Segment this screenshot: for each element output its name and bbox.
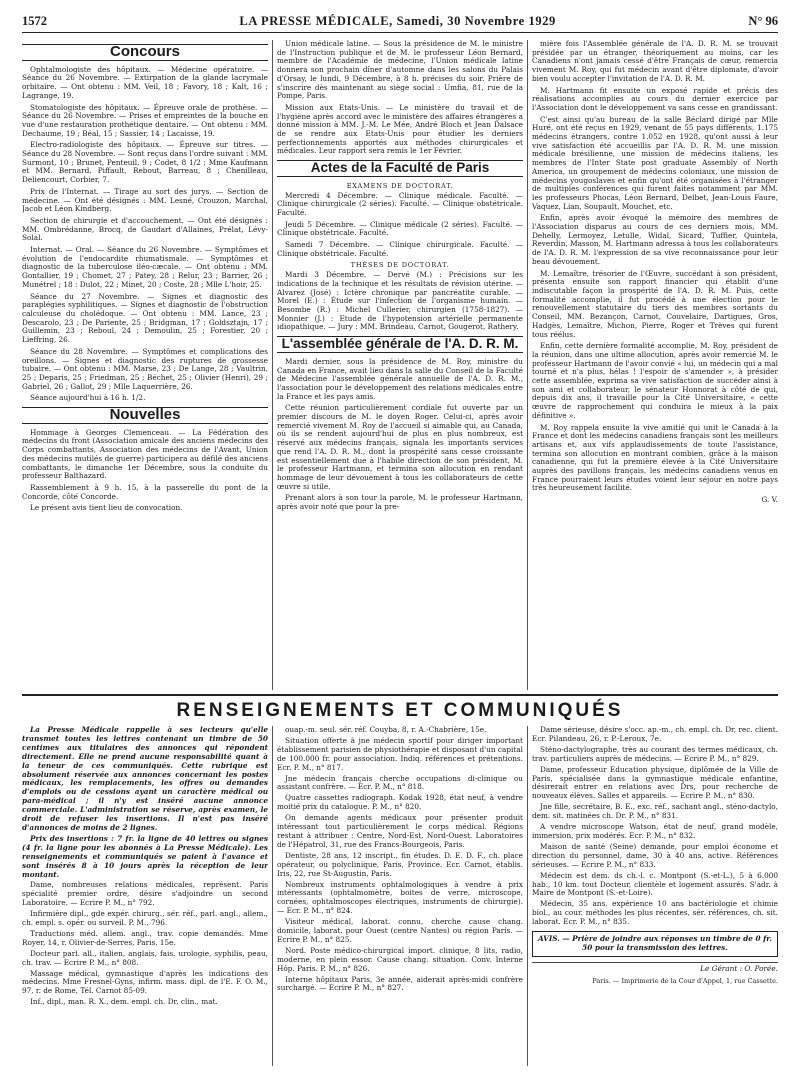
article-signature: G. V. — [761, 495, 778, 505]
classified-ad: Situation offerte à jne médecin sportif pour diriger important établissement parisien de physiothérapie et disposant d'un capital de 100.000 fr. pour association. Indiq. références et prétentions. Ecr. P. M., n° 817. — [277, 735, 523, 772]
adrm-paragraph: Prenant alors à son tour la parole, M. le professeur Hartmann, après avoir noté que pour la pre- — [277, 493, 523, 512]
these-item: Mardi 3 Décembre. — Dervé (M.) : Précisions sur les indications de la technique et les résultats de révision utérine. — Alvarez (José) : Ictère chronique par pancréatite curable. — Morel (E.) : Étude sur l'infection de l'organisme humain. — Besombe (R.) : Michel Cullerier, chirurgien (1758-1827). — Monnier (J.) : Etude de l'hypotension artérielle permanente idiopathique. — Jury : MM. Brindeau, Carnot, Gougerot, Rathery. — [277, 270, 523, 332]
newspaper-page — [22, 14, 778, 1072]
concours-paragraph: Ophtalmologiste des hôpitaux. — Médecine opératoire. — Séance du 26 Novembre. — Extirpation de la glande lacrymale orbitaire. — Ont obtenu : MM. Veil, 18 ; Favory, 18 ; Kalt, 16 ; Lagrange, 19. — [22, 64, 268, 100]
faculte-heading: Actes de la Faculté de Paris — [277, 160, 523, 177]
adrm-paragraph: C'est ainsi qu'au bureau de la salle Béclard dirigé par Mlle Huré, ont été reçus en 1929, venant de 55 pays différents, 1.175 médecins étrangers, contre 1.052 en 1928, qu'ont aussi à leur vive satisfaction été accueillis par l'A. D. R. M. une mission médicale brésilienne, une mission de médecins italiens, les membres de l'Inter State post graduate Assembly of North America, un groupement de médecins coloniaux, une mission de médecins yougoslaves et enfin qu'ont été organisées à l'étranger de multiples conférences qui furent faites notamment par MM. les professeurs Phocas, Léon Bernard, Delbet, Jean-Louis Faure, Vaquez, Lian, Soupault, Mouchet, etc. — [532, 114, 778, 211]
adrm-paragraph: M. Roy rappela ensuite la vive amitié qui unit le Canada à la France et dont les médecins canadiens français sont les meilleurs artisans et, aux vifs applaudissements de toute l'assistance, termina son allocution en montrant combien, grâce à la maison canadienne, qui fut la première élevée à la Cité Universitaire auprès des pavillons français, les médecins canadiens venus en France pourraient leurs études voient leur séjour en notre pays très heureusement facilité. — [532, 422, 778, 493]
adrm-paragraph: Enfin, après avoir évoqué la mémoire des membres de l'Association disparus au cours de ces derniers mois, MM. Dehelly, Lermoyez, Letulle, Widal, Sicard, Tuffier, Quinteła, Reverdin, Masson, M. Hartmann adressa à tous les collaborateurs de l'A. D. R. M. l'expression de sa vive reconnaissance pour leur beau dévouement. — [532, 213, 778, 266]
nouvelles-heading: Nouvelles — [22, 407, 268, 424]
announcements-column-3 — [532, 726, 778, 1066]
classified-ad: Visiteur médical, laborat. connu, cherche cause chang. domicile, laborat. pour Ouest (centre Nantes) ou région Paris. — Ecrire P. M., n° 825. — [277, 917, 523, 944]
classified-ad: Quatre cassettes radiograph. Kodak 1928, état neuf, à vendre moitié prix du catalogue. P. M., n° 820. — [277, 793, 523, 812]
news-paragraph: Mission aux Etats-Unis. — Le ministère du travail et de l'hygiène après accord avec le ministère des affaires étrangères a donné mission à MM. J.-M. Le Mée, André Bloch et Jean Dalsace de se rendre aux Etats-Unis pour étudier les derniers perfectionnements apportés aux méthodes chirurgicales et médicales. Leur rapport sera remis le 1er Février. — [277, 102, 523, 156]
classified-ad: Dame sérieuse, désire s'occ. ap.-m., ch. empl. ch. Dr, rec. client. Ecr. Pilandeau, 26, r. P.-Leroux, 7e. — [532, 726, 778, 743]
announcements — [22, 726, 778, 1066]
classified-ad: Massage médical, gymnastique d'après les indications des médecins. Mme Fresnel-Gyns, infirm. mass. dipl. de l'E. F. O. M., 97, r. de Rome, Tél. Carnot 85-09. — [22, 968, 268, 996]
classified-ad: On demande agents médicaux pour présenter produit intéressant tout particulièrement le corps médical. Régions restant à attribuer : Centre, Nord-Est, Nord-Ouest. Laboratoires de l'Hépatrol, 31, rue des Francs-Bourgeois, Paris. — [277, 813, 523, 849]
column-2 — [277, 40, 523, 690]
concours-heading: Concours — [22, 44, 268, 61]
concours-paragraph: Section de chirurgie et d'accouchement. — Ont été désignés : MM. Ombrédanne, Brocq, de Gaudart d'Allaines, Prélat, Lévy-Solal. — [22, 215, 268, 243]
column-divider — [272, 40, 273, 690]
masthead — [22, 14, 778, 33]
classified-ad: Interne hôpitaux Paris, 3e année, aiderait après-midi confrère surchargé. — Ecrire P. M., n° 827. — [277, 974, 523, 993]
classified-ad: Sténo-dactylographe, très au courant des termes médicaux, ch. trav. particuliers auprès de médecins. — Ecrire P. M., n° 829. — [532, 744, 778, 763]
adrm-paragraph: M. Lemaître, trésorier de l'Œuvre, succédant à son président, présenta ensuite son rapport financier qui établit d'une indiscutable façon la prospérité de l'A. D. R. M. Puis, cette formalité accomplie, il fut procédé à une élection pour le renouvellement statutaire du tiers des membres sortants du Conseil, MM. Bezançon, Carnot, Couvelaire, Dartigues, Gros, Hadgès, Lemaître, Michon, Pierre, Roger et Trèves qui furent tous réélus. — [532, 268, 778, 339]
renseignements-band — [22, 694, 778, 722]
printer-line: Paris. — Imprimerie de la Cour d'Appel, 1, rue Cassette. — [592, 976, 778, 985]
classified-ad: Jne médecin français cherche occupations di-clinique ou assistant confrère. — Ecr. P. M., n° 818. — [277, 773, 523, 792]
classified-ad: Dentiste, 28 ans, 12 inscript., fin études. D. E. D. F., ch. place opérateur, ou polyclinique, Paris, Province. Ecr. Carnot, établis. Iris, 22, rue St-Augustin, Paris. — [277, 850, 523, 878]
column-1 — [22, 40, 268, 690]
renseignements-heading: RENSEIGNEMENTS ET COMMUNIQUÉS — [176, 700, 624, 721]
column-divider — [527, 40, 528, 690]
page-number: 1572 — [22, 14, 47, 28]
classified-ad: A vendre microscope Watson, état de neuf, grand modèle, immersion, prix modérés. Ecr. P. M., n° 832. — [532, 822, 778, 840]
classified-ad: Traductions méd. allem. angl., trav. copie demandés. Mme Royer, 14, r. Olivier-de-Serres, Paris, 15e. — [22, 928, 268, 947]
classified-ad: Médecin, 35 ans, expérience 10 ans bactériologie et chimie biol., au cour. méthodes les plus récentes, sér. références, ch. sit. laborat. Ecr. P. M., n° 835. — [532, 899, 778, 927]
column-divider — [272, 726, 273, 1066]
classified-ad: Dame, nombreuses relations médicales, représent. Paris spécialité premier ordre, désire s'adjoindre un second Laboratoire. — Ecrire P. M., n° 792. — [22, 880, 268, 908]
insertion-prices: Prix des insertions : 7 fr. la ligne de 40 lettres ou signes (4 fr. la ligne pour les abonnés à La Presse Médicale). Les renseignements et communiqués se paient à l'avance et sont insérés 8 à 10 jours après la réception de leur montant. — [22, 833, 268, 879]
concours-paragraph: Electro-radiologiste des hôpitaux. — Épreuve sur titres. — Séance du 28 Novembre. — Sont reçus dans l'ordre suivant : MM. Surmont, 10 ; Brunet, Penteuil, 9 ; Codet, 8 1/2 ; Mme Kaufmann et MM. Bernard, Piffault, Rebout, Barreau, 8 ; Chenilleau, Deliencourt, Corbier, 7. — [22, 140, 268, 185]
classified-ad: Docteur parl. all., italien, anglais, fais. urologie, syphilis, peau, ch. trav. — Ecrire P. M., n° 808. — [22, 948, 268, 967]
classified-ad: Dame, professeur Education physique, diplômée de la Ville de Paris, spécialisée dans la gymnastique médicale enfantine, désirerait entrer en relations avec Drs, pour recherche de nouveaux élèves. Salles et appareils. — Ecrire P. M., n° 830. — [532, 764, 778, 801]
adrm-paragraph: Mardi dernier, sous la présidence de M. Roy, ministre du Canada en France, avait lieu dans la salle du Conseil de la Faculté de Médecine l'assemblée générale annuelle de l'A. D. R. M., l'association pour le développement des relations médicales entre la France et les pays amis. — [277, 356, 523, 401]
adrm-heading: L'assemblée générale de l'A. D. R. M. — [277, 336, 523, 353]
column-3 — [532, 40, 778, 690]
nouvelles-paragraph: Rassemblement à 9 h. 15, à la passerelle du pont de la Concorde, côté Concorde. — [22, 482, 268, 501]
concours-paragraph: Internat. — Oral. — Séance du 26 Novembre. — Symptômes et évolution de l'endocardite rhumatismale. — Symptômes et diagnostic de la tuberculose iléo-cæcale. — Ont obtenu : MM. Gontallier, 19 ; Chomet, 27 ; Patey, 28 ; Relur, 23 ; Barrier, 26 ; Munétrel ; 18 : Dulot, 22 ; Minet, 20 ; Coste, 28 ; Mlle L'hoir, 25. — [22, 245, 268, 289]
issue-number: N° 96 — [748, 14, 778, 28]
theses-subheading: THÈSES DE DOCTORAT. — [350, 261, 450, 270]
examen-item: Mercredi 4 Décembre. — Clinique médicale. Faculté. — Clinique chirurgicale (2 séries). Faculté. — Clinique obstétricale. Faculté. — [277, 190, 523, 217]
concours-paragraph: Stomatologiste des hôpitaux. — Épreuve orale de prothèse. — Séance du 26 Novembre. — Prises et empreintes de la bouche en vue d'une restauration prothétique dentaire. — Ont obtenu : MM. Dechaume, 19 ; Béal, 15 ; Sassier, 14 ; Lacaisse, 19. — [22, 102, 268, 138]
top-columns — [22, 40, 778, 690]
nouvelles-paragraph: Hommage à Georges Clemenceau. — La Fédération des médecins du front (Association amicale des anciens médecins des Corps combattants, Association des médecins de l'Avant, Union des médecins mutilés de guerre) participera au défilé des anciens combattants, le dimanche 1er Décembre, sous la conduite du professeur Balthazard. — [22, 427, 268, 481]
examen-item: Samedi 7 Décembre. — Clinique chirurgicale. Faculté. — Clinique obstétricale. Faculté. — [277, 240, 523, 258]
classified-ad: ouap.-m. seul. sér. réf. Couyba, 8, r. A.-Chabrière, 15e. — [285, 726, 487, 734]
concours-paragraph: Séance aujourd'hui à 16 h. 1/2. — [30, 393, 146, 403]
adrm-paragraph: M. Hartmann fit ensuite un exposé rapide et précis des réalisations accomplies au cours du dernier exercice par l'Association dont le développement va sans cesse en grandissant. — [532, 85, 778, 112]
column-divider — [527, 726, 528, 1066]
announcements-column-1 — [22, 726, 268, 1066]
concours-paragraph: Prix de l'Internat. — Tirage au sort des jurys. — Section de médecine. — Ont été désignés : MM. Lesné, Crouzon, Marchal, Jacob et Léon Kindberg. — [22, 186, 268, 214]
classified-ad: Médecin est dem. ds ch.-l. c. Montpont (S.-et-L.), 5 à 6.000 hab., 10 km. tout Docteur, clientèle et logement assurés. S'adr. à Maire de Montpont (S.-et-Loire). — [532, 870, 778, 898]
announcements-column-2 — [277, 726, 523, 1066]
classified-ad: Inf., dipl., man. R. X., dem. empl. ch. Dr, clin., mat. — [30, 997, 218, 1007]
avis-box: AVIS. — Prière de joindre aux réponses un timbre de 0 fr. 50 pour la transmission des lettres. — [532, 931, 778, 957]
gerant-line: Le Gérant : O. Porée. — [532, 962, 778, 974]
classified-ad: Jne fille, secrétaire, B. E., exc. réf., sachant angl., sténo-dactylo, dem. sit. matinées ch. Dr. P. M., n° 831. — [532, 802, 778, 821]
editorial-notice: La Presse Médicale rappelle à ses lecteurs qu'elle transmet toutes les lettres contenant un timbre de 50 centimes aux titulaires des annonces qui répondent directement. Elle ne prend aucune responsabilité quant à la teneur de ces communiqués. Cette rubrique est absolument réservée aux annonces concernant les postes médicaux, les remplacements, les offres ou demandes d'emplois ou de cessions ayant un caractère médical ou para-médical ; il n'y est inséré aucune annonce commerciale. L'administration se réserve, après examen, le droit de refuser les insertions. Il n'est pas inséré d'annonces de moins de 2 lignes. — [22, 726, 268, 832]
examen-item: Jeudi 5 Décembre. — Clinique médicale (2 séries). Faculté. — Clinique obstétricale. Faculté. — [277, 219, 523, 238]
adrm-paragraph: Cette réunion particulièrement cordiale fut ouverte par un premier discours de M. le doyen Roger. Celui-ci, après avoir remercié vivement M. Roy de l'accueil si aimable qui, au Canada, où ils se rendent aujourd'hui de plus en plus nombreux, est réservé aux médecins français, signala les importants services que rend l'A. D. R. M., dont la prospérité sans cesse croissante est essentiellement due à l'habile direction de son président, M. le professeur Hartmann, et termina son allocution en rendant hommage de leur dévouement à tous les collaborateurs de cette œuvre si utile. — [277, 403, 523, 491]
classified-ad: Nord. Poste médico-chirurgical import. clinique, 8 lits, radio, moderne, en plein essor. Cause chang. situation. Conv. Interne Hôp. Paris. P. M., n° 826. — [277, 945, 523, 973]
nouvelles-paragraph: Le présent avis tient lieu de convocation. — [30, 503, 183, 513]
classified-ad: Maison de santé (Seine) demande, pour emploi économe et direction du personnel, dame, 30 à 40 ans, active. Références sérieuses. — Ecrire P. M., n° 833. — [532, 841, 778, 869]
classified-ad: Nombreux instruments ophtalmologiques à vendre à prix intéressants (ophtalmomètre, boites de verre, microscope, cornées, ophtalmoscopes électriques, instruments de chirurgie). — Ecr. P. M., n° 824. — [277, 879, 523, 916]
concours-paragraph: Séance du 27 Novembre. — Signes et diagnostic des paraplégies syphilitiques. — Signes et diagnostic de l'obstruction calculeuse du cholédoque. — Ont obtenu : MM. Lance, 23 ; Descarolo, 23 ; De Pariente, 25 ; Bridgman, 17 ; Goldsztajn, 17 ; Guillemin, 23 ; Reboul, 24 ; Demoulin, 25 ; Forestier, 20 ; Lieffring, 26. — [22, 291, 268, 345]
classified-ad: Infirmière dipl., gde expér. chirurg., sér. réf., parl. angl., allem., ch. empl. s. opér. ou surveil. P. M., 796. — [22, 909, 268, 928]
news-paragraph: Union médicale latine. — Sous la présidence de M. le ministre de l'Instruction publique et de M. le professeur Léon Bernard, membre de l'Académie de médecine, l'Union médicale latine donnera son prochain dîner d'automne dans les salons du Palais d'Orsay, le lundi, 9 Décembre, à 8 h. précises du soir. Prière de s'inscrire dès maintenant au siège social : Umfia, 81, rue de la Pompe, Paris. — [277, 40, 523, 101]
journal-title: LA PRESSE MÉDICALE, Samedi, 30 Novembre 1929 — [239, 14, 556, 28]
adrm-paragraph: Enfin, cette dernière formalité accomplie, M. Roy, président de la réunion, dans une ultime allocution, après avoir remercié M. le professeur Hartmann de l'avoir convié « lui, un médecin qui a mal tourné et n'a plus, hélas ! l'espoir de s'amender », à présider cette assemblée, exprima sa vive satisfaction de succéder ainsi à son ami et collaborateur, le sénateur Honnorat à côté de qui, depuis dix ans, il travaille pour la Cité Universitaire, « cette œuvre de rapprochement qui conduira le mieux à la paix définitive ». — [532, 341, 778, 420]
adrm-paragraph: mière fois l'Assemblée générale de l'A. D. R. M. se trouvait présidée par un étranger, théoriquement au moins, car les Canadiens n'ont jamais cessé d'être Français de cœur, remercia vivement M. Roy, qui fut médecin avant d'être diplomate, d'avoir bien voulu accepter l'invitation de l'A. D. R. M. — [532, 40, 778, 83]
examens-subheading: EXAMENS DE DOCTORAT. — [346, 181, 454, 190]
concours-paragraph: Séance du 28 Novembre. — Symptômes et complications des oreillons. — Signes et diagnostic des ruptures de grossesse tubaire. — Ont obtenu : MM. Marse, 23 ; De Lange, 28 ; Vaultrin, 25 ; Deparis, 25 ; Friedman, 25 ; Béchet, 25 ; Olivier (Henri), 29 ; Gabriel, 26 ; Gallot, 29 ; Mlle Laquerrière, 26. — [22, 346, 268, 391]
